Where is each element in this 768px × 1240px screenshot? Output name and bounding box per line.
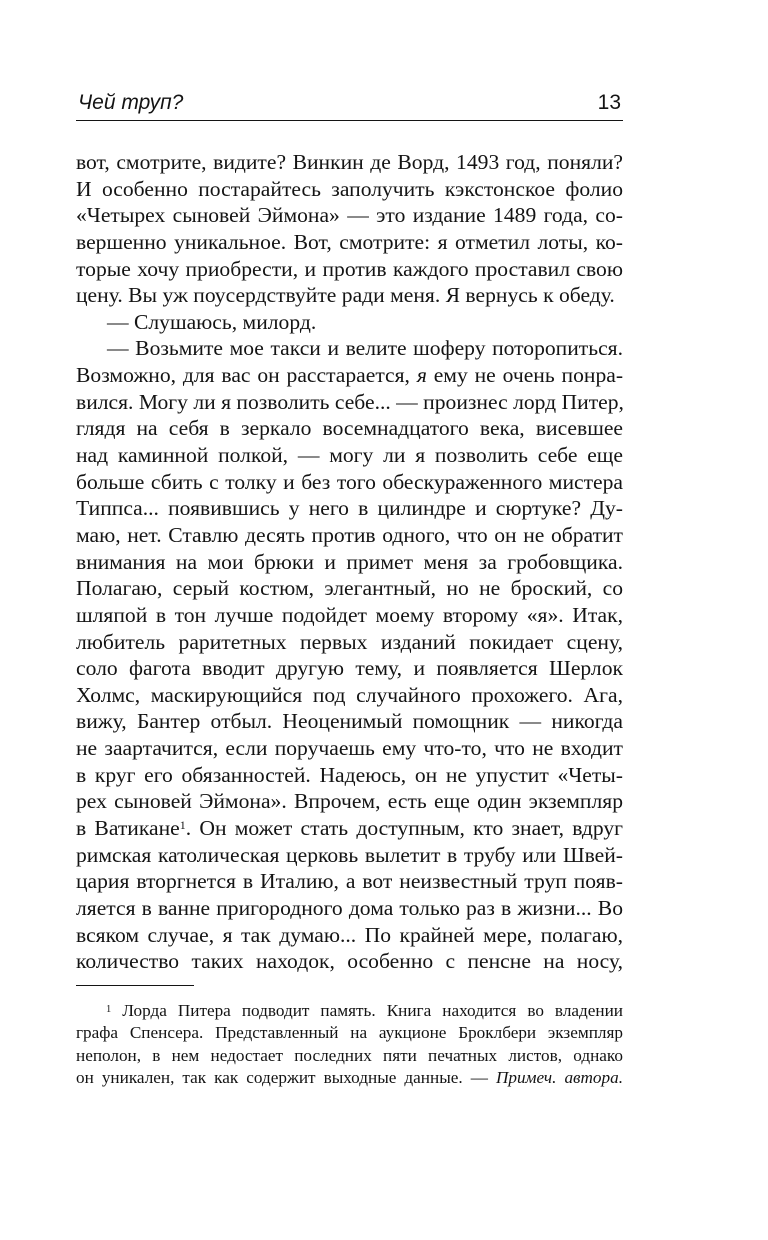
italic-word: я — [416, 363, 427, 388]
footnote-line: неполон, в нем недостает последних пяти печатных листов, однако — [76, 1045, 623, 1065]
text-line: Типпса... появившись у него в цилиндре и сюртуке? Ду- — [76, 496, 623, 521]
text-line: цену. Вы уж поусердствуйте ради меня. Я вернусь к обеду. — [76, 283, 615, 308]
text-line: И особенно постарайтесь заполучить кэкстонское фолио — [76, 176, 623, 201]
text-line: вился. Могу ли я позволить себе... — произнес лорд Питер, — [76, 389, 624, 414]
footnote-divider — [76, 985, 194, 986]
dialogue-line: — Возьмите мое такси и велите шоферу поторопиться. — [107, 336, 623, 361]
text-line: маю, нет. Ставлю десять против одного, что он не обратит — [76, 522, 623, 547]
text-line: в круг его обязанностей. Надеюсь, он не упустит «Четы- — [76, 762, 623, 787]
dialogue-line: — Слушаюсь, милорд. — [107, 309, 317, 334]
running-header — [76, 90, 623, 121]
text-line: римская католическая церковь вылетит в трубу или Швей- — [76, 842, 623, 867]
text-line: рех сыновей Эймона». Впрочем, есть еще один экземпляр — [76, 789, 623, 814]
text-line — [76, 362, 623, 389]
text-line — [76, 815, 623, 842]
text-line: вершенно уникальное. Вот, смотрите: я отметил лоты, ко- — [76, 229, 623, 254]
text-line: соло фагота вводит другую тему, и появляется Шерлок — [76, 656, 623, 681]
text-line: вот, смотрите, видите? Винкин де Ворд, 1493 год, поняли? — [76, 150, 623, 174]
text-segment: Лорда Питера подводит память. Книга находится во владении — [122, 1001, 623, 1020]
text-line: «Четырех сыновей Эймона» — это издание 1489 года, со- — [76, 203, 623, 228]
text-line: внимания на мои брюки и примет меня за гробовщика. — [76, 549, 623, 574]
text-line: шляпой в тон лучше подойдет моему второму «я». Итак, — [76, 602, 623, 627]
text-segment: Возможно, для вас он расстарается, — [76, 363, 410, 388]
footnote-line — [76, 1067, 623, 1089]
text-line: вижу, Бантер отбыл. Неоценимый помощник — никогда — [76, 709, 623, 734]
text-line: больше сбить с толку и без того обескураженного мистера — [76, 469, 623, 494]
text-line: Полагаю, серый костюм, элегантный, но не броский, со — [76, 576, 623, 601]
text-line: цария вторгнется в Италию, а вот неизвестный труп появ- — [76, 869, 623, 894]
text-segment: он уникален, так как содержит выходные данные. — — [76, 1067, 488, 1087]
footnote-reference: 1 — [179, 818, 186, 833]
running-title: Чей труп? — [78, 91, 184, 114]
text-line: любитель раритетных первых изданий покидает сцену, — [76, 629, 623, 654]
author-note: Примеч. автора. — [495, 1067, 624, 1087]
text-line: глядя на себя в зеркало восемнадцатого века, висевшее — [76, 416, 623, 441]
text-line: ляется в ванне пригородного дома только раз в жизни... Во — [76, 895, 623, 920]
text-segment: . Он может стать доступным, кто знает, вдруг — [185, 816, 623, 841]
text-line: над каминной полкой, — могу ли я позволить себе еще — [76, 443, 623, 468]
footnote-marker: 1 — [106, 1004, 112, 1015]
text-line: не заартачится, если поручаешь ему что-то, что не входит — [76, 736, 623, 761]
text-line: торые хочу приобрести, и против каждого проставил свою — [76, 256, 623, 281]
body-text — [76, 149, 623, 975]
footnote-line — [76, 1000, 623, 1022]
page-number: 13 — [597, 91, 621, 114]
text-line: всяком случае, я так думаю... По крайней мере, полагаю, — [76, 922, 623, 947]
text-line: Холмс, маскирующийся под случайного прохожего. Ага, — [76, 682, 623, 707]
footnote — [76, 1000, 623, 1089]
text-line: количество таких находок, особенно с пенсне на носу, — [76, 949, 623, 974]
text-segment: в Ватикане — [76, 816, 180, 841]
text-segment: ему не очень понра- — [433, 363, 624, 388]
footnote-line: графа Спенсера. Представленный на аукционе Броклбери экземпляр — [76, 1023, 623, 1043]
